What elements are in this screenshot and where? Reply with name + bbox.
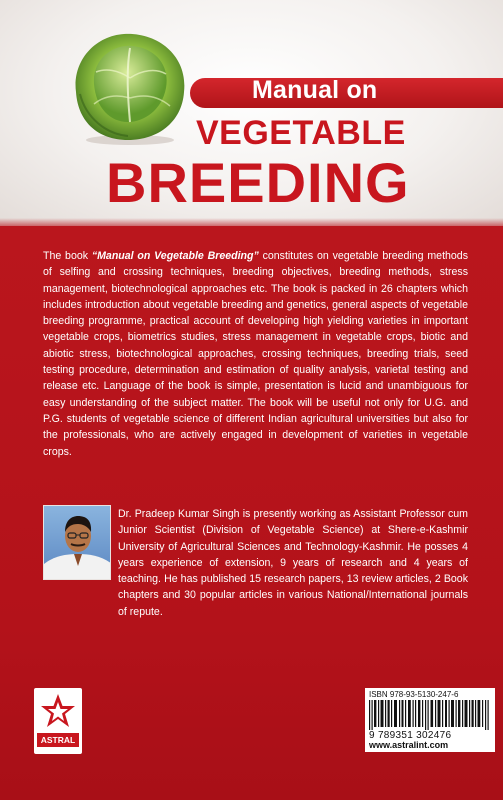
description-intro: The book [43, 250, 92, 262]
title-line-2: VEGETABLE [196, 114, 406, 152]
author-bio: Dr. Pradeep Kumar Singh is presently working as Assistant Professor cum Junior Scientist (Division of Vegetable Science) at Shere-e-Kashmir University of Agricultural Sciences and Technology-Kashmir. He posses 4 years experience of extension, 9 years of research and 4 years of teaching. He has published 15 research papers, 13 review articles, 2 Book chapters and 30 popular articles in various National/International journals of repute. [118, 508, 468, 618]
title-line-3: BREEDING [106, 151, 410, 214]
description-book-title: “Manual on Vegetable Breeding” [91, 250, 259, 262]
barcode-panel [365, 688, 495, 752]
barcode-icon [369, 700, 491, 730]
description-body: constitutes on vegetable breeding methods of selfing and crossing techniques, breeding objectives, breeding methods, stress management, biotechnological approaches etc. The book is packed in 26 chapters which includes introduction about vegetable breeding and genetics, general aspects of vegetable breeding programme, practical account of developing high yielding varieties in important vegetable crops, biometrics studies, stress management in vegetable crops, biotic and abiotic stress, biotechnological approaches, crossing techniques, breeding trials, seed testing procedure, determination and estimation of quality analysis, varietal testing and release etc. Language of the book is simple, presentation is lucid and unambiguous for easy understanding of the subject matter. The book will be useful not only for U.G. and P.G. students of vegetable science of different Indian agricultural universities but also for the professionals, who are actively engaged in development of varieties in vegetable crops. [43, 250, 468, 458]
star-icon [38, 692, 78, 732]
cabbage-icon [66, 22, 194, 146]
book-description [43, 248, 468, 460]
title-line-1: Manual on [252, 76, 378, 104]
publisher-logo [34, 688, 82, 754]
author-photo-icon [43, 505, 111, 580]
publisher-website: www.astralint.com [369, 740, 449, 750]
publisher-name: ASTRAL [37, 733, 79, 747]
isbn-label: ISBN 978-93-5130-247-6 [369, 690, 459, 699]
barcode-digits: 9 789351 302476 [369, 730, 452, 741]
